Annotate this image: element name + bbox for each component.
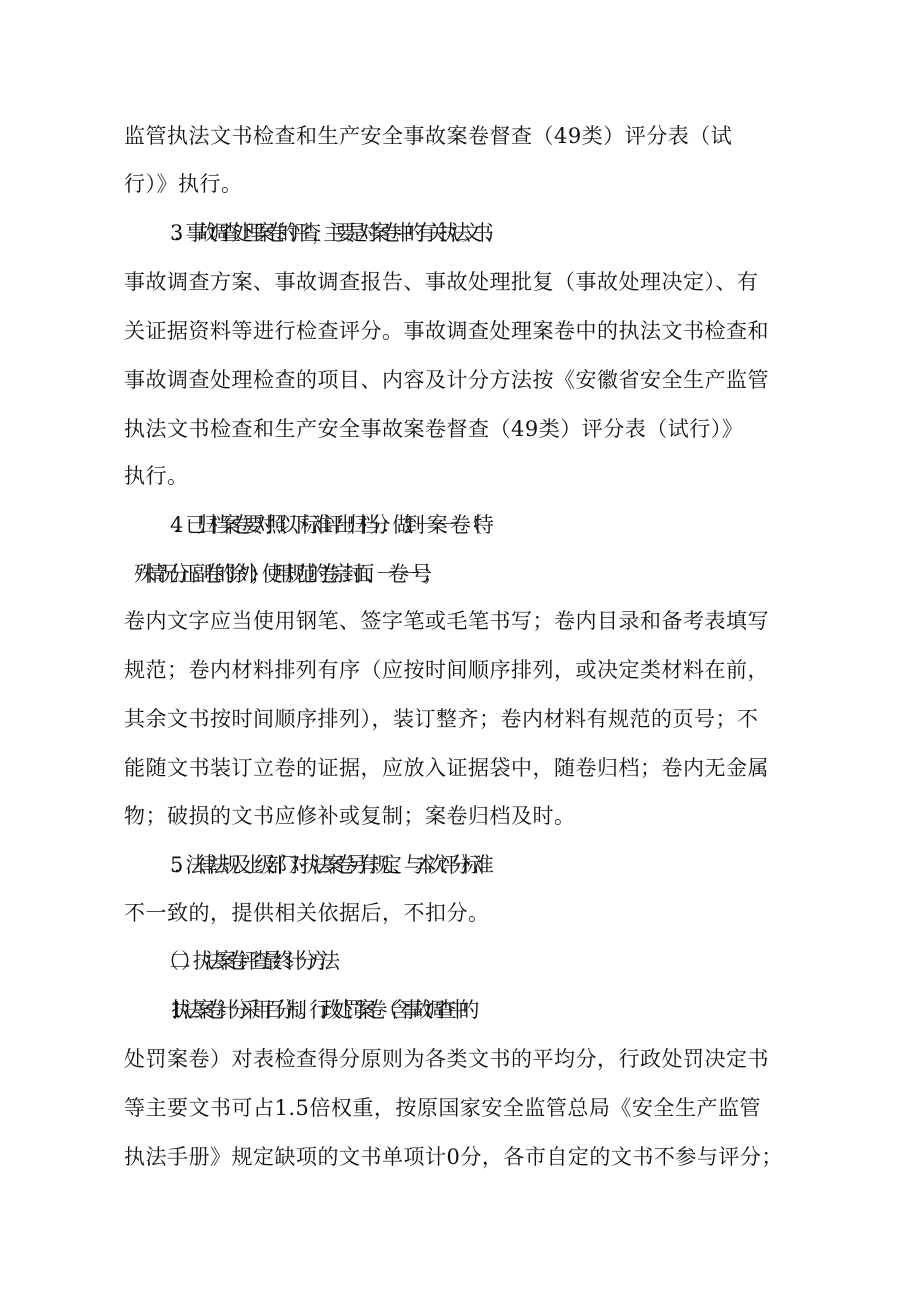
text-line: 关证据资料等进行检查评分。事故调查处理案卷中的执法文书检查和 <box>124 319 769 343</box>
text-line: 规范；卷内材料排列有序（应按时间顺序排列，或决定类材料在前， <box>124 658 769 682</box>
paragraph-4-start: 4．已归档案卷要对照以下标准评出归档分：做到一案一卷（特 <box>170 513 485 537</box>
text-line: 监管执法文书检查和生产安全事故案卷督查（49类）评分表（试 <box>124 124 733 148</box>
text-line: 等主要文书可占1.5倍权重，按原国家安全监管总局《安全生产监管 <box>124 1096 761 1120</box>
text-line: 执行。 <box>124 464 189 488</box>
text-line: 执法手册》规定缺项的文书单项计0分，各市自定的文书不参与评分； <box>124 1145 783 1169</box>
section-heading: （二）执法案卷评查最终计分方法 <box>158 949 331 973</box>
text-line: 卷内文字应当使用钢笔、签字笔或毛笔书写；卷内目录和备考表填写 <box>124 609 769 633</box>
text-line: 其余文书按时间顺序排列），装订整齐；卷内材料有规范的页号；不 <box>124 707 759 731</box>
paragraph-5-start: 5．法律法规及上级部门对执法案卷另有规定、与本次评分标准 <box>170 853 485 877</box>
paragraph-3-start: 3．事故调查处理案卷的评查，主要是对案卷中的有关执法文书、 <box>170 221 496 245</box>
text-line: 能随文书装订立卷的证据，应放入证据袋中，随卷归档；卷内无金属 <box>124 756 769 780</box>
text-line: 不一致的，提供相关依据后，不扣分。 <box>124 901 490 925</box>
text-line: 殊情况分正副卷的除外）；使用规范的卷宗封面、一卷一号； <box>134 562 434 586</box>
text-line: 执法文书检查和生产安全事故案卷督查（49类）评分表（试行）》 <box>124 417 744 441</box>
text-line: 物；破损的文书应修补或复制；案卷归档及时。 <box>124 804 576 828</box>
text-line: 事故调查处理检查的项目、内容及计分方法按《安徽省安全生产监管 <box>124 368 769 392</box>
text-line: 事故调查方案、事故调查报告、事故处理批复（事故处理决定）、有 <box>124 270 759 294</box>
text-line: 处罚案卷）对表检查得分原则为各类文书的平均分，行政处罚决定书 <box>124 1047 769 1071</box>
text-line: 行）》执行。 <box>124 172 243 196</box>
paragraph-1-start: 1.执法案卷计分采用百分制。行政处罚案卷（含事故调查中的 <box>170 998 471 1022</box>
